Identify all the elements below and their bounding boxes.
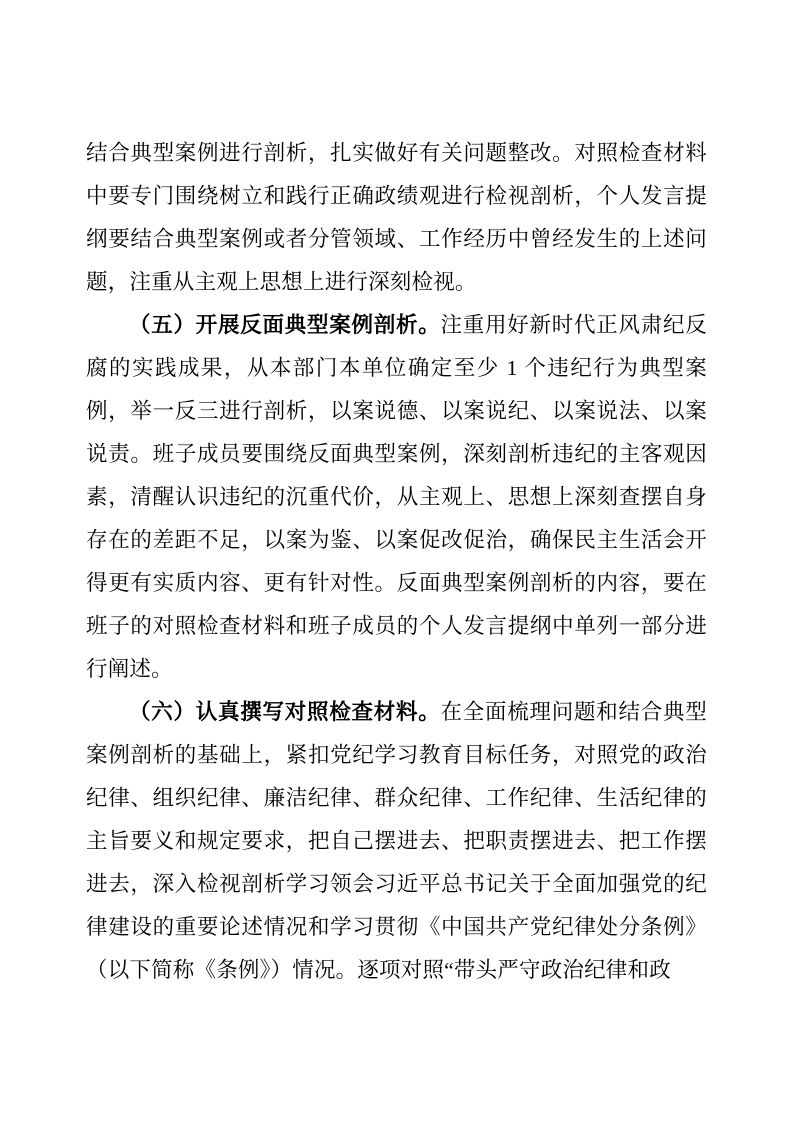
paragraph — [86, 132, 707, 304]
paragraph-heading-run: （五）开展反面典型案例剖析。 — [129, 313, 441, 337]
paragraph-text: 在全面梳理问题和结合典型案例剖析的基础上，紧扣党纪学习教育目标任务，对照党的政治纪律、组织纪律、廉洁纪律、群众纪律、工作纪律、生活纪律的主旨要义和规定要求，把自己摆进去、把职责摆进去、把工作摆进去，深入检视剖析学习领会习近平总书记关于全面加强党的纪律建设的重要论述情况和学习贯彻《中国共产党纪律处分条例》（以下简称《条例》）情况。逐项对照“带头严守政治纪律和政 — [86, 700, 707, 982]
paragraph-text: 注重用好新时代正风肃纪反腐的实践成果，从本部门本单位确定至少 1 个违纪行为典型案例，举一反三进行剖析，以案说德、以案说纪、以案说法、以案说责。班子成员要围绕反面典型案例，深刻剖析违纪的主客观因素，清醒认识违纪的沉重代价，从主观上、思想上深刻查摆自身存在的差距不足，以案为鉴、以案促改促治，确保民主生活会开得更有实质内容、更有针对性。反面典型案例剖析的内容，要在班子的对照检查材料和班子成员的个人发言提纲中单列一部分进行阐述。 — [86, 313, 707, 681]
paragraph — [86, 691, 707, 992]
paragraph-text: 结合典型案例进行剖析，扎实做好有关问题整改。对照检查材料中要专门围绕树立和践行正确政绩观进行检视剖析，个人发言提纲要结合典型案例或者分管领域、工作经历中曾经发生的上述问题，注重从主观上思想上进行深刻检视。 — [86, 141, 707, 294]
paragraph-heading-run: （六）认真撰写对照检查材料。 — [129, 700, 441, 724]
paragraph — [86, 304, 707, 691]
document-body — [86, 132, 707, 992]
